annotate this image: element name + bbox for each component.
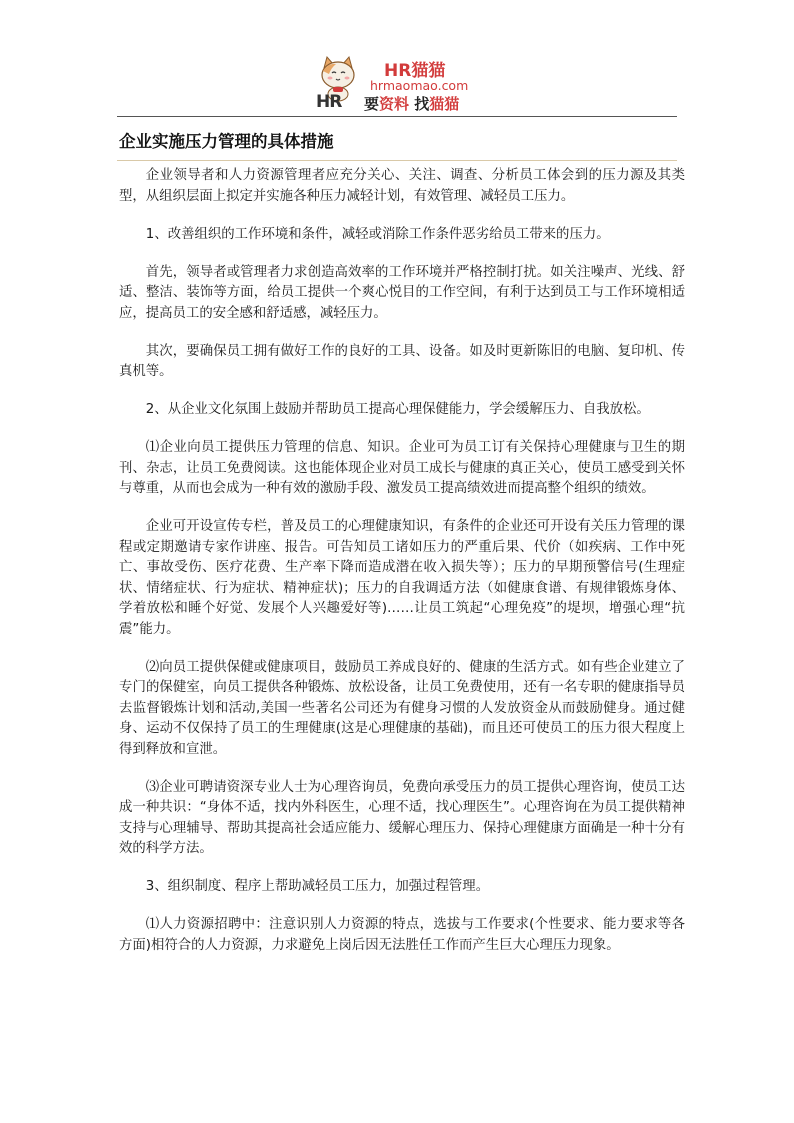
slogan-part-1: 要 — [364, 95, 380, 113]
section-heading: 2、从企业文化氛围上鼓励并帮助员工提高心理保健能力，学会缓解压力、自我放松。 — [145, 402, 650, 417]
paragraph: 其次，要确保员工拥有做好工作的良好的工具、设备。如及时更新陈旧的电脑、复印机、传真机等。 — [119, 343, 685, 379]
title-divider — [117, 160, 677, 161]
page-header — [0, 0, 794, 118]
hr-mark: HR — [316, 92, 342, 112]
paragraph: ⑶企业可聘请资深专业人士为心理咨询员，免费向承受压力的员工提供心理咨询，使员工达成一种共识：“身体不适，找内外科医生，心理不适，找心理医生”。心理咨询在为员工提供精神支持与心理辅导、帮助其提高社会适应能力、缓解心理压力、保持心理健康方面确是一种十分有效的科学方法。 — [119, 779, 685, 856]
section-heading: 1、改善组织的工作环境和条件，减轻或消除工作条件恶劣给员工带来的压力。 — [145, 226, 610, 242]
brand-name: HR猫猫 — [384, 61, 446, 81]
slogan-part-4: 猫猫 — [429, 95, 460, 113]
paragraph: 首先，领导者或管理者力求创造高效率的工作环境并严格控制打扰。如关注噪声、光线、舒适、整洁、装饰等方面，给员工提供一个爽心悦目的工作空间，有利于达到员工与工作环境相适应，提高员工的安全感和舒适感，减轻压力。 — [119, 264, 685, 321]
document-body — [119, 166, 685, 974]
paragraph: 企业领导者和人力资源管理者应充分关心、关注、调查、分析员工体会到的压力源及其类型，从组织层面上拟定并实施各种压力减轻计划，有效管理、减轻员工压力。 — [119, 168, 685, 204]
section-heading: 3、组织制度、程序上帮助减轻员工压力，加强过程管理。 — [145, 879, 490, 894]
document-title: 企业实施压力管理的具体措施 — [119, 132, 334, 151]
brand-logo[interactable] — [314, 54, 484, 116]
slogan-part-3: 找 — [409, 95, 430, 113]
brand-url[interactable]: hrmaomao.com — [370, 78, 469, 93]
paragraph: 企业可开设宣传专栏，普及员工的心理健康知识，有条件的企业还可开设有关压力管理的课程或定期邀请专家作讲座、报告。可告知员工诸如压力的严重后果、代价（如疾病、工作中死亡、事故受伤、医疗花费、生产率下降而造成潜在收入损失等）；压力的早期预警信号(生理症状、情绪症状、行为症状、精神症状)；压力的自我调适方法（如健康食谱、有规律锻炼身体、学着放松和睡个好觉、发展个人兴趣爱好等)……让员工筑起“心理免疫”的堤坝，增强心理“抗震”能力。 — [119, 519, 685, 637]
paragraph: ⑴企业向员工提供压力管理的信息、知识。企业可为员工订有关保持心理健康与卫生的期刊、杂志，让员工免费阅读。这也能体现企业对员工成长与健康的真正关心，使员工感受到关怀与尊重，从而也会成为一种有效的激励手段、激发员工提高绩效进而提高整个组织的绩效。 — [119, 440, 685, 496]
brand-slogan — [364, 93, 459, 114]
paragraph: ⑵向员工提供保健或健康项目，鼓励员工养成良好的、健康的生活方式。如有些企业建立了专门的保健室，向员工提供各种锻炼、放松设备，让员工免费使用，还有一名专职的健康指导员去监督锻炼计划和活动,美国一些著名公司还为有健身习惯的人发放资金从而鼓励健身。通过健身、运动不仅保持了员工的生理健康(这是心理健康的基础)，而且还可使员工的压力很大程度上得到释放和宣泄。 — [119, 659, 685, 757]
paragraph: ⑴人力资源招聘中：注意识别人力资源的特点，选拔与工作要求(个性要求、能力要求等各方面)相符合的人力资源，力求避免上岗后因无法胜任工作而产生巨大心理压力现象。 — [119, 917, 685, 953]
header-divider — [117, 116, 677, 117]
slogan-part-2: 资料 — [379, 95, 410, 113]
